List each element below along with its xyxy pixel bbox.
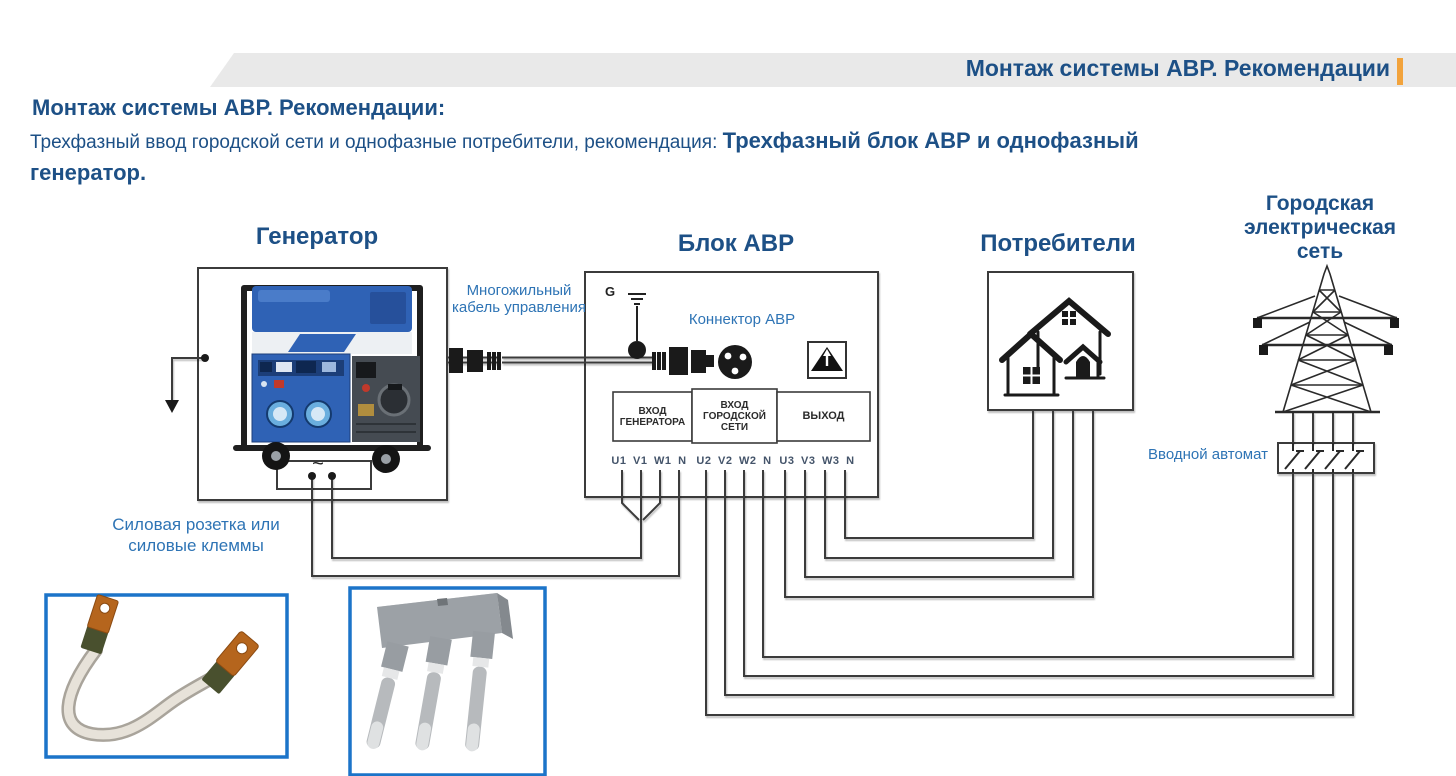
avr-connector-label: Коннектор АВР (688, 311, 796, 328)
avr-title: Блок АВР (677, 230, 795, 257)
outlet-label: Силовая розетка или силовые клеммы (112, 515, 280, 555)
page-title: Монтаж системы АВР. Рекомендации: (32, 95, 446, 120)
breaker-label: Вводной автомат (1148, 446, 1268, 463)
intro-bold-text: Трехфазный блок АВР и однофазный (722, 128, 1139, 153)
intro-regular-text: Трехфазный ввод городской сети и однофазные потребители, рекомендация: (30, 132, 723, 153)
terminal-name-output: ВЫХОД (802, 410, 845, 422)
intro-bold-text-2: генератор. (30, 160, 147, 185)
pins-output: U3 V3 W3 N (779, 455, 855, 467)
pins-generator-input: U1 V1 W1 N (611, 455, 687, 467)
terminal-name-city-input: ВХОД ГОРОДСКОЙ СЕТИ (703, 399, 766, 433)
grid-title: Городская электрическая сеть (1243, 192, 1397, 263)
ground-mark: G (605, 284, 616, 299)
control-cable-label: Многожильный кабель управления (451, 282, 587, 316)
terminal-name-generator-input: ВХОД ГЕНЕРАТОРА (619, 405, 686, 428)
consumers-title: Потребители (980, 230, 1136, 257)
header-title: Монтаж системы АВР. Рекомендации (965, 55, 1390, 81)
pins-city-input: U2 V2 W2 N (696, 455, 772, 467)
generator-title: Генератор (255, 223, 379, 250)
outlet-ac-symbol: ~ (312, 453, 324, 475)
